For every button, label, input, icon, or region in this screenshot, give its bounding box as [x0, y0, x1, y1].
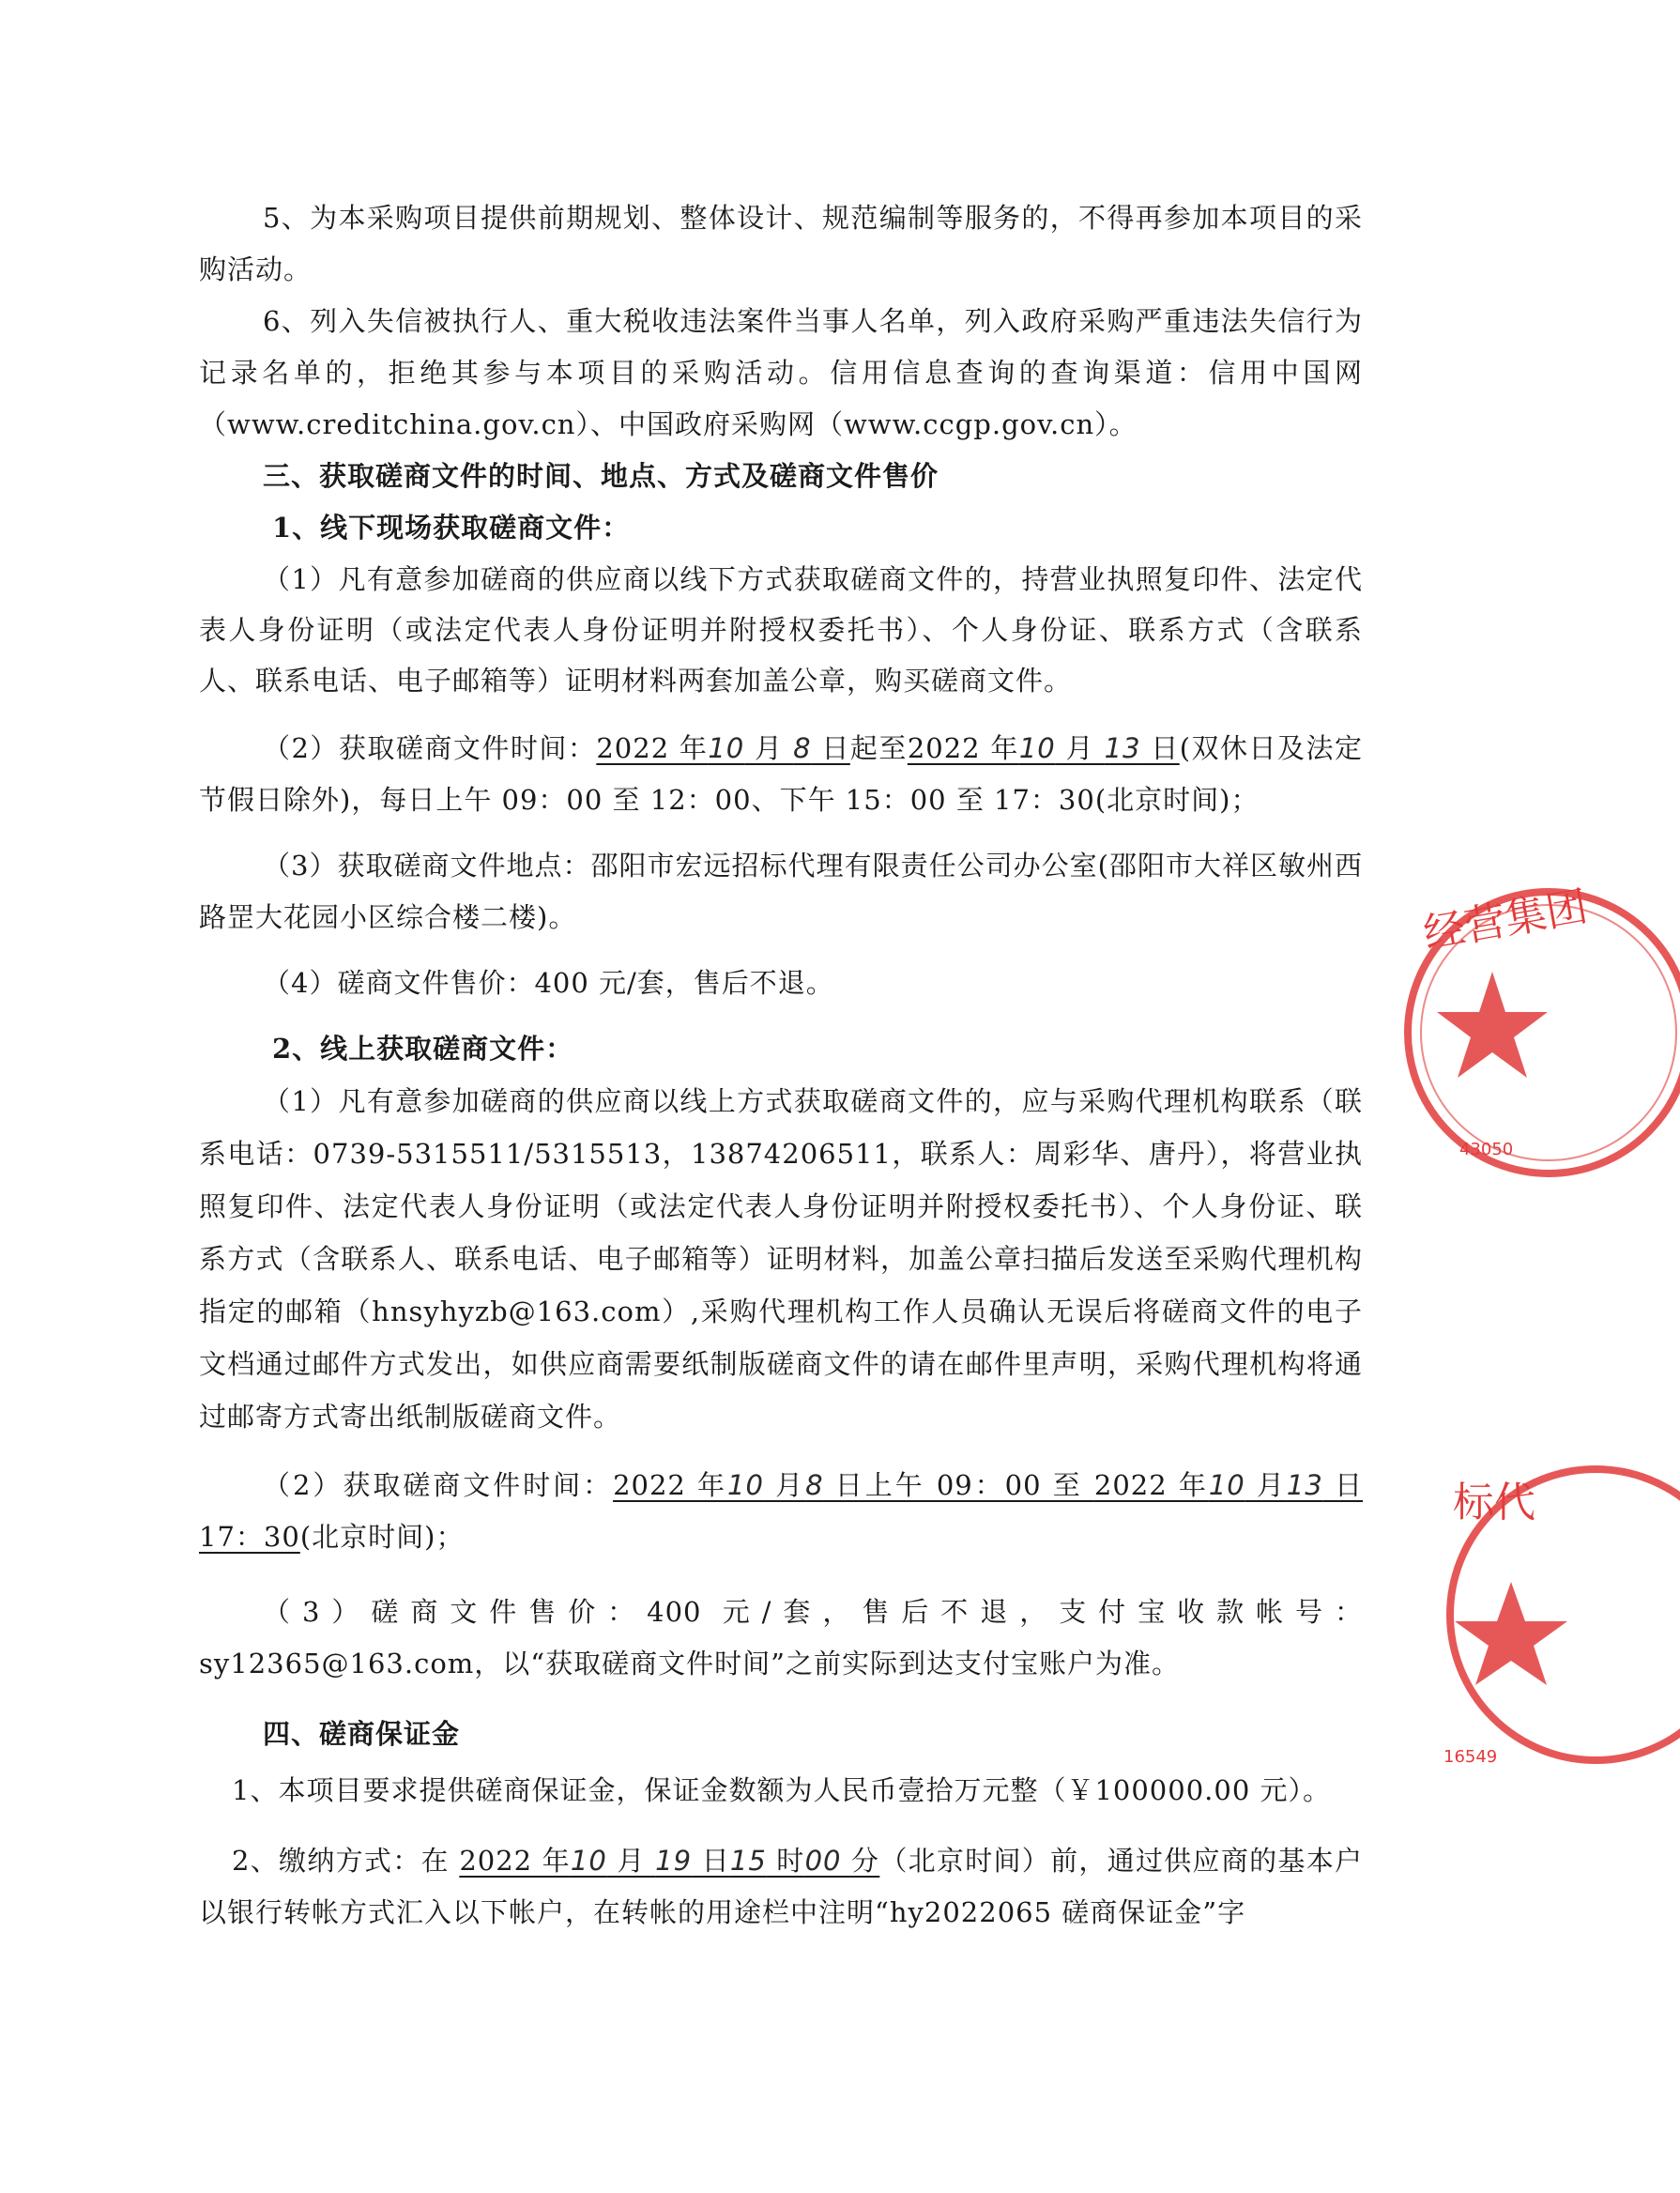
- offline-item-2: （2）获取磋商文件时间：2022 年10 月 8 日起至2022 年10 月 13 日(双休日及法定节假日除外)，每日上午 09：00 至 12：00、下午 15：00 至 17：30(北京时间)；: [199, 732, 1364, 816]
- deposit-item-1: 1、本项目要求提供磋商保证金，保证金数额为人民币壹拾万元整（￥100000.00 元）。: [232, 1774, 1331, 1806]
- start-date: 2022 年10 月 8 日: [596, 732, 850, 764]
- section-4-heading: 四、磋商保证金: [263, 1718, 461, 1750]
- company-seal-stamp: [1389, 873, 1592, 1192]
- svg-text:43050: 43050: [1459, 1140, 1514, 1159]
- offline-item-4: （4）磋商文件售价：400 元/套，售后不退。: [263, 967, 834, 999]
- svg-text:经营集团: 经营集团: [1420, 882, 1592, 958]
- offline-item-1: （1）凡有意参加磋商的供应商以线下方式获取磋商文件的，持营业执照复印件、法定代表人身份证明（或法定代表人身份证明并附授权委托书）、个人身份证、联系方式（含联系人、联系电话、电子邮箱等）证明材料两套加盖公章，购买磋商文件。: [199, 563, 1363, 697]
- online-time-range: 2022 年10 月8 日上午 09：00 至 2022 年10 月13 日 17：30: [199, 1469, 1364, 1553]
- deposit-item-2: 2、缴纳方式：在 2022 年10 月 19 日15 时00 分（北京时间）前，通过供应商的基本户以银行转帐方式汇入以下帐户，在转帐的用途栏中注明“hy2022065 磋商保证金”字: [199, 1845, 1364, 1928]
- online-item-1: （1）凡有意参加磋商的供应商以线上方式获取磋商文件的，应与采购代理机构联系（联系电话：0739-5315511/5315513，13874206511，联系人：周彩华、唐丹），将营业执照复印件、法定代表人身份证明（或法定代表人身份证明并附授权委托书）、个人身份证、联系方式（含联系人、联系电话、电子邮箱等）证明材料，加盖公章扫描后发送至采购代理机构指定的邮箱（hnsyhyzb@163.com）,采购代理机构工作人员确认无误后将磋商文件的电子文档通过邮件方式发出，如供应商需要纸制版磋商文件的请在邮件里声明，采购代理机构将通过邮寄方式寄出纸制版磋商文件。: [199, 1085, 1363, 1433]
- clause-5: 5、为本采购项目提供前期规划、整体设计、规范编制等服务的，不得再参加本项目的采购活动。: [199, 202, 1363, 285]
- online-item-3: （3）磋商文件售价：400 元/套，售后不退，支付宝收款帐号：sy12365@163.com，以“获取磋商文件时间”之前实际到达支付宝账户为准。: [199, 1596, 1363, 1679]
- offline-heading: 1、线下现场获取磋商文件：: [272, 512, 631, 544]
- seal-star-icon: [1455, 1582, 1567, 1685]
- offline-item-3: （3）获取磋商文件地点：邵阳市宏远招标代理有限责任公司办公室(邵阳市大祥区敏州西路罡大花园小区综合楼二楼)。: [199, 850, 1363, 933]
- seal-star-icon: [1437, 972, 1548, 1078]
- clause-6: 6、列入失信被执行人、重大税收违法案件当事人名单，列入政府采购严重违法失信行为记录名单的，拒绝其参与本项目的采购活动。信用信息查询的查询渠道：信用中国网（www.creditchina.gov.cn）、中国政府采购网（www.ccgp.gov.cn）。: [199, 305, 1363, 440]
- section-3-heading: 三、获取磋商文件的时间、地点、方式及磋商文件售价: [263, 460, 939, 492]
- svg-text:16549: 16549: [1443, 1747, 1498, 1767]
- end-date: 2022 年10 月 13 日: [907, 732, 1180, 764]
- agency-seal-stamp: [1436, 1450, 1551, 1784]
- online-item-2: （2）获取磋商文件时间：2022 年10 月8 日上午 09：00 至 2022 年10 月13 日 17：30(北京时间)；: [199, 1469, 1364, 1553]
- online-heading: 2、线上获取磋商文件：: [272, 1033, 574, 1065]
- svg-text:标代: 标代: [1453, 1479, 1535, 1526]
- deposit-deadline: 2022 年10 月 19 日15 时00 分: [459, 1845, 880, 1877]
